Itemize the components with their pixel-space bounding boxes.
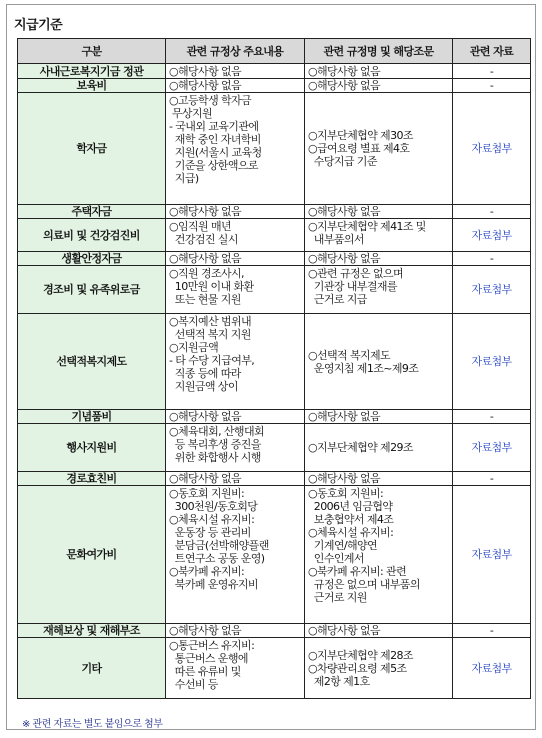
attachment-link[interactable] xyxy=(453,424,531,472)
row-category: 학자금 xyxy=(18,93,166,205)
content-line: 지원(서울시 교육청 xyxy=(169,146,262,159)
attachment-label: 자료첨부 xyxy=(471,283,512,296)
section-title: 지급기준 xyxy=(14,18,63,33)
content-line: 분담금(선박해양플랜 xyxy=(169,539,269,552)
row-main-content xyxy=(166,314,305,410)
content-line: ○해당사항 없음 xyxy=(169,79,242,92)
content-line: 운동장 등 관리비 xyxy=(169,526,251,539)
content-line: 규정은 없으며 내부품의 xyxy=(308,578,420,591)
content-line: ○지부단체협약 제28조 xyxy=(308,648,413,662)
content-line: ○해당사항 없음 xyxy=(308,410,381,423)
content-line: ○해당사항 없음 xyxy=(169,252,242,265)
row-category: 생활안정자금 xyxy=(18,252,166,266)
row-regulation xyxy=(305,314,453,410)
content-line: 트연구소 공동 운영) xyxy=(169,552,265,565)
content-line: ○복지예산 범위내 xyxy=(169,315,252,328)
table-row xyxy=(18,266,531,314)
row-category: 의료비 및 건강검진비 xyxy=(18,219,166,252)
content-line: 북카페 운영유지비 xyxy=(169,578,258,591)
content-line: ○고등학생 학자금 xyxy=(169,94,252,107)
table-row xyxy=(18,79,531,93)
content-line: ○해당사항 없음 xyxy=(169,624,242,637)
no-attachment xyxy=(453,410,531,424)
table-row xyxy=(18,424,531,472)
table-header-row xyxy=(18,39,531,64)
content-line: 위한 화합행사 시행 xyxy=(169,451,261,464)
content-line: 기준을 상한액으로 xyxy=(169,159,258,172)
footnote: ※ 관련 자료는 별도 붙임으로 첨부 xyxy=(22,719,163,730)
no-attachment xyxy=(453,472,531,486)
table-row xyxy=(18,205,531,219)
content-line: ○동호회 지원비: xyxy=(169,487,245,500)
attachment-label: - xyxy=(489,205,494,218)
content-line: ○북카페 유지비: xyxy=(169,565,245,578)
attachment-label: 자료첨부 xyxy=(471,142,512,155)
content-line: 내부품의서 xyxy=(308,233,364,246)
header-category: 구분 xyxy=(18,39,166,64)
content-line: ○해당사항 없음 xyxy=(169,472,242,485)
content-line: 기관장 내부결재를 xyxy=(308,280,397,293)
attachment-label: 자료첨부 xyxy=(471,661,512,675)
attachment-link[interactable] xyxy=(453,314,531,410)
row-regulation xyxy=(305,79,453,93)
table-row xyxy=(18,252,531,266)
content-line: ○차량관리요령 제5조 xyxy=(308,661,407,675)
row-regulation xyxy=(305,472,453,486)
row-regulation xyxy=(305,410,453,424)
content-line: ○급여요령 별표 제4호 xyxy=(308,142,410,155)
attachment-label: - xyxy=(489,624,494,637)
row-category: 사내근로복지기금 정관 xyxy=(18,64,166,79)
attachment-label: - xyxy=(489,472,494,485)
content-line: 2006년 임금협약 xyxy=(308,500,393,513)
header-material: 관련 자료 xyxy=(453,39,531,64)
content-line: 건강검진 실시 xyxy=(169,233,238,246)
content-line: 근거로 지원 xyxy=(308,591,367,604)
table-row xyxy=(18,624,531,638)
content-line: 10만원 이내 화환 xyxy=(169,280,254,293)
content-line: 무상지원 xyxy=(169,107,213,120)
row-main-content xyxy=(166,79,305,93)
row-regulation xyxy=(305,219,453,252)
content-line: 선택적 복지 지원 xyxy=(169,328,251,341)
row-main-content xyxy=(166,472,305,486)
content-line: ○직원 경조사시, xyxy=(169,267,244,280)
attachment-label: 자료첨부 xyxy=(471,228,512,242)
row-regulation xyxy=(305,205,453,219)
content-line: 수당지급 기준 xyxy=(308,155,377,168)
attachment-label: - xyxy=(489,252,494,265)
content-line: ○통근버스 유지비: xyxy=(169,639,255,652)
content-line: ○지부단체협약 제29조 xyxy=(308,441,413,454)
content-line: 제2항 제1호 xyxy=(308,674,370,688)
content-line: ○지원금액 xyxy=(169,341,219,354)
content-line: 인수인계서 xyxy=(308,552,364,565)
content-line: ○체육시설 유지비: xyxy=(308,526,394,539)
header-main-content: 관련 규정상 주요내용 xyxy=(166,39,305,64)
table-row xyxy=(18,410,531,424)
content-line: 따른 유류비 및 xyxy=(169,665,241,678)
row-main-content xyxy=(166,624,305,638)
row-main-content xyxy=(166,410,305,424)
content-line: ○해당사항 없음 xyxy=(169,410,242,423)
content-line: - 타 수당 지급여부, xyxy=(169,354,255,367)
content-line: 보충협약서 제4조 xyxy=(308,513,394,526)
table-row xyxy=(18,64,531,79)
row-main-content xyxy=(166,64,305,79)
content-line: ○해당사항 없음 xyxy=(308,472,381,485)
table-row xyxy=(18,219,531,252)
content-line: ○북카페 유지비: 관련 xyxy=(308,565,407,578)
row-category: 선택적복지제도 xyxy=(18,314,166,410)
content-line: 또는 현물 지원 xyxy=(169,293,241,306)
row-main-content xyxy=(166,219,305,252)
row-category: 경로효친비 xyxy=(18,472,166,486)
content-line: ○지부단체협약 제30조 xyxy=(308,129,413,142)
no-attachment xyxy=(453,79,531,93)
content-line: 재학 중인 자녀학비 xyxy=(169,133,261,146)
content-line: ○체육대회, 산행대회 xyxy=(169,425,264,438)
table-row xyxy=(18,638,531,699)
row-category: 기념품비 xyxy=(18,410,166,424)
row-main-content xyxy=(166,205,305,219)
content-line: ○동호회 지원비: xyxy=(308,487,384,500)
no-attachment xyxy=(453,205,531,219)
row-regulation xyxy=(305,638,453,699)
row-main-content xyxy=(166,266,305,314)
row-regulation xyxy=(305,486,453,624)
content-line: ○임직원 매년 xyxy=(169,220,232,233)
table-row xyxy=(18,486,531,624)
content-line: ○해당사항 없음 xyxy=(308,252,381,265)
attachment-label: - xyxy=(489,79,494,92)
content-line: ○선택적 복지제도 xyxy=(308,348,391,362)
table-row xyxy=(18,472,531,486)
content-line: ○해당사항 없음 xyxy=(169,205,242,218)
row-category: 보육비 xyxy=(18,79,166,93)
attachment-link[interactable] xyxy=(453,638,531,699)
content-line: ○해당사항 없음 xyxy=(308,79,381,92)
content-line: 기계연/해양연 xyxy=(308,539,378,552)
row-category: 기타 xyxy=(18,638,166,699)
content-line: 직종 등에 따라 xyxy=(169,367,241,380)
content-line: 등 복리후생 증진을 xyxy=(169,438,261,451)
row-regulation xyxy=(305,252,453,266)
attachment-link[interactable] xyxy=(453,486,531,624)
no-attachment xyxy=(453,624,531,638)
content-line: ○지부단체협약 제41조 및 xyxy=(308,220,426,233)
attachment-link[interactable] xyxy=(453,219,531,252)
attachment-label: 자료첨부 xyxy=(471,355,512,368)
table-row xyxy=(18,93,531,205)
content-line: ○해당사항 없음 xyxy=(308,205,381,218)
row-category: 주택자금 xyxy=(18,205,166,219)
row-regulation xyxy=(305,624,453,638)
content-line: 수선비 등 xyxy=(169,678,218,691)
payment-criteria-table xyxy=(17,38,531,699)
attachment-label: - xyxy=(489,410,494,423)
row-main-content xyxy=(166,424,305,472)
row-main-content xyxy=(166,93,305,205)
table-row xyxy=(18,314,531,410)
content-line: ○관련 규정은 없으며 xyxy=(308,267,403,280)
content-line: 통근버스 운행에 xyxy=(169,652,248,665)
content-line: ○체육시설 유지비: xyxy=(169,513,255,526)
no-attachment xyxy=(453,252,531,266)
row-category: 행사지원비 xyxy=(18,424,166,472)
content-line: ○해당사항 없음 xyxy=(308,624,381,637)
attachment-link[interactable] xyxy=(453,93,531,205)
row-category: 재해보상 및 재해부조 xyxy=(18,624,166,638)
row-main-content xyxy=(166,486,305,624)
attachment-label: - xyxy=(489,64,494,78)
content-line: 지원금액 상이 xyxy=(169,380,238,393)
content-line: 근거로 지급 xyxy=(308,293,367,306)
content-line: 300천원/동호회당 xyxy=(169,500,258,513)
no-attachment xyxy=(453,64,531,79)
row-main-content xyxy=(166,252,305,266)
row-category: 경조비 및 유족위로금 xyxy=(18,266,166,314)
attachment-label: 자료첨부 xyxy=(471,548,512,561)
row-regulation xyxy=(305,64,453,79)
row-regulation xyxy=(305,424,453,472)
content-line: ○해당사항 없음 xyxy=(169,64,242,78)
content-line: 지급) xyxy=(169,172,199,185)
attachment-label: 자료첨부 xyxy=(471,441,512,454)
row-regulation xyxy=(305,93,453,205)
row-category: 문화여가비 xyxy=(18,486,166,624)
content-line: 운영지침 제1조~제9조 xyxy=(308,361,419,375)
attachment-link[interactable] xyxy=(453,266,531,314)
content-line: ○해당사항 없음 xyxy=(308,64,381,78)
content-line: - 국내외 교육기관에 xyxy=(169,120,259,133)
row-main-content xyxy=(166,638,305,699)
row-regulation xyxy=(305,266,453,314)
header-regulation: 관련 규정명 및 해당조문 xyxy=(305,39,453,64)
